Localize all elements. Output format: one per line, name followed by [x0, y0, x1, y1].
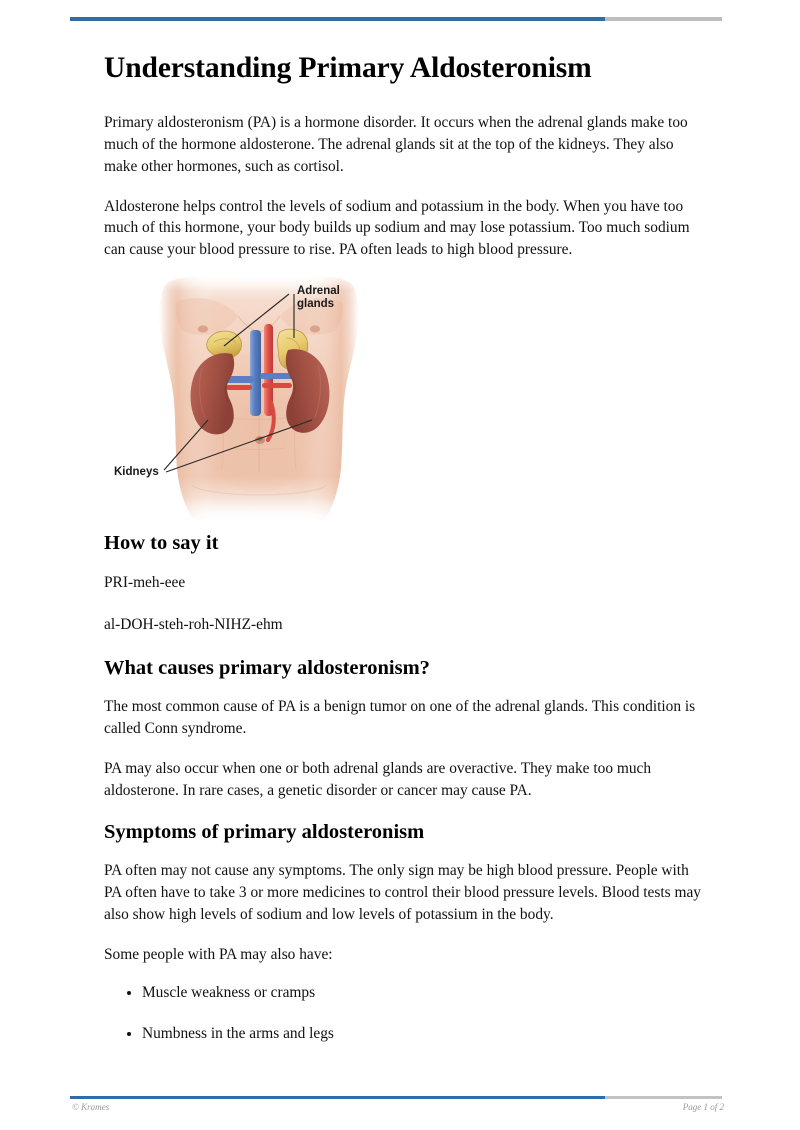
- footer-page-indicator: Page 1 of 2: [682, 1102, 724, 1112]
- footer-rule: [70, 1096, 722, 1099]
- list-item: • Muscle weakness or cramps: [142, 982, 704, 1004]
- section-heading-what-causes: What causes primary aldosteronism?: [104, 656, 430, 679]
- section-heading-how-to-say-it: How to say it: [104, 532, 219, 555]
- what-causes-paragraph-2: PA may also occur when one or both adrenal glands are overactive. They make too much aldosterone. In rare cases, a genetic disorder or cancer may cause PA.: [104, 759, 652, 799]
- symptoms-paragraph-2: Some people with PA may also have:: [104, 945, 333, 963]
- adrenal-glands-label-line2: glands: [297, 298, 335, 310]
- inferior-vena-cava: [250, 330, 261, 416]
- symptoms-list: [104, 982, 704, 1045]
- footer-rule-blue-segment: [70, 1096, 605, 1099]
- anatomy-illustration: [104, 272, 414, 527]
- section-heading-symptoms: Symptoms of primary aldosteronism: [104, 820, 425, 843]
- footer-rule-gray-segment: [605, 1096, 722, 1099]
- list-item: • Numbness in the arms and legs: [142, 1023, 704, 1045]
- right-renal-artery: [262, 383, 292, 388]
- left-nipple: [198, 325, 208, 332]
- figure-bottom-fade: [104, 498, 414, 527]
- header-rule: [70, 17, 722, 21]
- adrenal-glands-label-line1: Adrenal: [297, 285, 340, 297]
- intro-paragraph-1: Primary aldosteronism (PA) is a hormone disorder. It occurs when the adrenal glands make too much of the hormone aldosterone. The adrenal glands sit at the top of the kidneys. They also make other hormones, such as cortisol.: [104, 113, 688, 175]
- figure-top-fade: [104, 272, 414, 290]
- pronunciation-1: PRI-meh-eee: [104, 573, 186, 591]
- header-rule-gray-segment: [605, 17, 722, 21]
- footer-copyright: © Krames: [72, 1102, 110, 1112]
- what-causes-paragraph-1: The most common cause of PA is a benign tumor on one of the adrenal glands. This condition is called Conn syndrome.: [104, 698, 696, 737]
- header-rule-blue-segment: [70, 17, 605, 21]
- intro-paragraph-2: Aldosterone helps control the levels of sodium and potassium in the body. When you have too much of this hormone, your body builds up sodium and may lose potassium. Too much sodium can cause your blood pressure to rise. PA often leads to high blood pressure.: [104, 197, 690, 259]
- right-nipple: [310, 325, 320, 332]
- left-renal-artery: [226, 385, 252, 390]
- pronunciation-2: al-DOH-steh-roh-NIHZ-ehm: [104, 615, 283, 633]
- symptoms-paragraph-1: PA often may not cause any symptoms. The only sign may be high blood pressure. People with PA often have to take 3 or more medicines to control their blood pressure levels. Blood tests may also show high levels of sodium and low levels of potassium in the body.: [104, 862, 701, 923]
- page-title: Understanding Primary Aldosteronism: [104, 52, 592, 84]
- kidneys-label: Kidneys: [114, 466, 159, 478]
- document-content: [104, 52, 704, 1063]
